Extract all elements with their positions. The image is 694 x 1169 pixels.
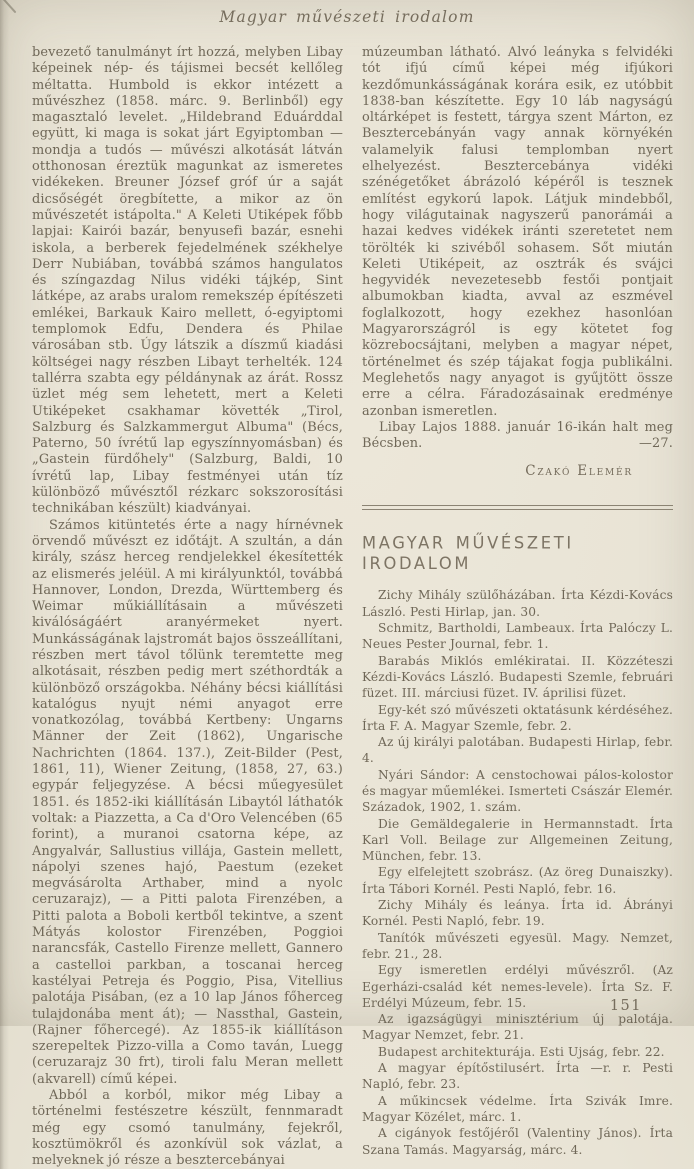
closing-paragraph <box>362 420 673 453</box>
bibliography-entry: Egy ismeretlen erdélyi művészről. (Az Egerházi-család két nemes-levele). Írta Sz. F. Erdélyi Múzeum, febr. 15. <box>362 963 673 1010</box>
bibliography-entry: A magyar építőstilusért. Írta —r. r. Pesti Napló, febr. 23. <box>362 1061 673 1092</box>
bibliography-list <box>362 587 673 1157</box>
bibliography-entry: Zichy Mihály és leánya. Írta id. Ábrányi Kornél. Pesti Napló, febr. 19. <box>362 898 673 929</box>
bibliography-entry: Tanítók művészeti egyesül. Magy. Nemzet, febr. 21., 28. <box>362 930 673 961</box>
text-columns <box>0 26 694 1169</box>
bibliography-entry: Barabás Miklós emlékiratai. II. Közzéteszi Kézdi-Kovács László. Budapesti Szemle, februári füzet. III. márciusi füzet. IV. áprilisi füzet. <box>362 653 673 701</box>
article-number: —27. <box>639 436 673 452</box>
bibliography-entry: A cigányok festőjéről (Valentiny János). Írta Szana Tamás. Magyarság, márc. 4. <box>362 1126 673 1157</box>
bibliography-entry: Zichy Mihály szülőházában. Írta Kézdi-Kovács László. Pesti Hirlap, jan. 30. <box>362 588 673 619</box>
page-number: 151 <box>609 998 642 1014</box>
running-header-title: Magyar művészeti irodalom <box>219 8 475 26</box>
section-heading: MAGYAR MŰVÉSZETI IRODALOM <box>362 532 574 574</box>
bibliography-entry: Egy-két szó művészeti oktatásunk kérdéséhez. Írta F. A. Magyar Szemle, febr. 2. <box>362 702 673 733</box>
bibliography-entry: Az új királyi palotában. Budapesti Hirlap, febr. 4. <box>362 735 673 766</box>
bibliography-entry: Die Gemäldegalerie in Hermannstadt. Írta Karl Voll. Beilage zur Allgemeinen Zeitung, München, febr. 13. <box>362 816 673 864</box>
bibliography-entry: Budapest architekturája. Esti Ujság, febr. 22. <box>378 1044 665 1059</box>
body-paragraph: múzeumban látható. Alvó leányka s felvidéki tót ifjú című képei még ifjúkori kezdőmunkásságának korára esik, ez utóbbit 1838-ban készítette. Egy 10 láb nagyságú oltárképet is festett, tárgya szent Márton, ez Besztercebányán vagy annak környékén valamelyik falusi templomban nyert elhelyezést. Besztercebánya vidéki szénégetőket ábrázoló képéről is tesznek említést egykorú lapok. Látjuk mindebből, hogy világutainak nagyszerű panorámái a hazai kedves vidékek iránti szeretetet nem törölték ki szivéből sohasem. Sőt miután Keleti Utiképeit, az osztrák és svájci hegyvidék nevezetesebb festői pontjait albumokban kiadta, avval az eszmével foglalkozott, hogy ezekhez hasonlóan Magyarországról is egy kötetet fog közrebocsájtani, melyben a magyar népet, történelmet és szép tájakat fogja publikálni. Meglehetős nagy anyagot is gyűjtött össze erre a célra. Fáradozásainak eredménye azonban ismeretlen. <box>362 45 673 419</box>
bibliography-entry: Schmitz, Bartholdi, Lambeaux. Írta Palóczy L. Neues Pester Journal, febr. 1. <box>362 621 673 652</box>
bibliography-entry: A műkincsek védelme. Írta Szivák Imre. Magyar Közélet, márc. 1. <box>362 1093 673 1124</box>
bibliography-entry: Nyári Sándor: A censtochowai pálos-kolostor és magyar műemlékei. Ismerteti Császár Elemér. Századok, 1902, 1. szám. <box>362 767 673 815</box>
section-divider-rule <box>362 505 673 510</box>
author-signature: Czakó Elemér <box>525 463 633 480</box>
body-paragraph: bevezető tanulmányt írt hozzá, melyben Libay képeinek nép- és tájismei becsét kellőleg méltatta. Humbold is ekkor intézett a művészhez (1858. márc. 9. Berlinből) egy magasztaló levelet. „Hildebrand Eduárddal együtt, ki maga is sokat járt Egyiptomban — mondja a tudós — művészi alkotását látván otthonosan éreztük magunkat az ismeretes vidékeken. Breuner József gróf úr a saját dicsőségét öregbítette, a mikor az ön művészetét istápolta." A Keleti Utiképek főbb lapjai: Kairói bazár, benyusefi bazár, esnehi iskola, a berberek fejedelmének székhelye Derr Nubiában, továbbá számos hangulatos és színgazdag Nilus vidéki tájkép, Sint látképe, az arabs uralom remekszép építészeti emlékei, Barkauk Kairo mellett, ó-egyiptomi templomok Edfu, Dendera és Philae városában stb. Úgy látszik a díszmű kiadási költségei nagy részben Libayt terhelték. 124 tallérra szabta egy példánynak az árát. Rossz üzlet még sem lehetett, mert a Keleti Utiképeket csakhamar követték „Tirol, Salzburg és Salzkammergut Albuma" (Bécs, Paterno, 50 ívrétű lap egyszínnyomásban) és „Gastein fürdőhely" (Salzburg, Baldi, 10 ívrétű lap, Libay festményei után tíz különböző művésztől rézkarc sokszorosítási technikában készült) kiadványai. <box>32 45 343 517</box>
body-paragraph: Abból a korból, mikor még Libay a történelmi festészetre készült, fennmaradt még egy csomó tanulmány, fejekről, kosztümökről és azonkívül sok vázlat, a melyeknek jó része a besztercebányai <box>32 1088 343 1169</box>
body-paragraph: Számos kitüntetés érte a nagy hírnévnek örvendő művészt ez időtájt. A szultán, a dán király, szász herceg rendjelekkel ékesítették az elismerés jeléül. A mi királyunktól, továbbá Hannover, London, Drezda, Württemberg és Weimar műkiállításain a művészeti kiválóságáért aranyérmeket nyert. Munkásságának lajstromát bajos összeállítani, részben mert távol tőlünk teremtette meg alkotásait, részben pedig mert széthordták a különböző országokba. Néhány bécsi kiállítási katalógus nyujt némi anyagot erre vonatkozólag, továbbá Kertbeny: Ungarns Männer der Zeit (1862), Ungarische Nachrichten (1864. 137.), Zeit-Bilder (Pest, 1861, 11), Wiener Zeitung, (1858, 27, 63.) egypár feljegyzése. A bécsi műegyesület 1851. és 1852-iki kiállításán Libaytól láthatók voltak: a Piazzetta, a Ca d'Oro Velencében (65 forint), a muranoi csatorna képe, az Angyalvár, Sallustius villája, Gastein mellett, nápolyi szenes hajó, Paestum (ezeket megvásárolta Arthaber, mind a nyolc ceruzarajz), — a Pitti palota Firenzében, a Pitti palota a Boboli kertből tekintve, a szent Mátyás kolostor Firenzében, Poggioi narancsfák, Castello Firenze mellett, Gannero a castelloi parkban, a toscanai herceg kastélyai Petreja és Poggio, Pisa, Vitellius palotája Pisában, (ez a 10 lap János főherceg tulajdonába ment át); — Nassthal, Gastein, (Rajner főhercegé). Az 1855-ik kiállításon szerepeltek Pizzo-villa a Como taván, Luegg (ceruzarajz 30 frt), tiroli falu Meran mellett (akvarell) című képei. <box>32 517 343 1087</box>
bibliography-entry: Egy elfelejtett szobrász. (Az öreg Dunaiszky). Írta Tábori Kornél. Pesti Napló, febr. 16. <box>362 865 673 896</box>
bibliography-entry: Az igazságügyi minisztérium új palotája. Magyar Nemzet, febr. 21. <box>362 1012 673 1043</box>
running-header <box>0 0 694 26</box>
left-column <box>32 45 343 1169</box>
closing-text: Libay Lajos 1888. január 16-ikán halt meg Bécsben. <box>362 419 673 452</box>
